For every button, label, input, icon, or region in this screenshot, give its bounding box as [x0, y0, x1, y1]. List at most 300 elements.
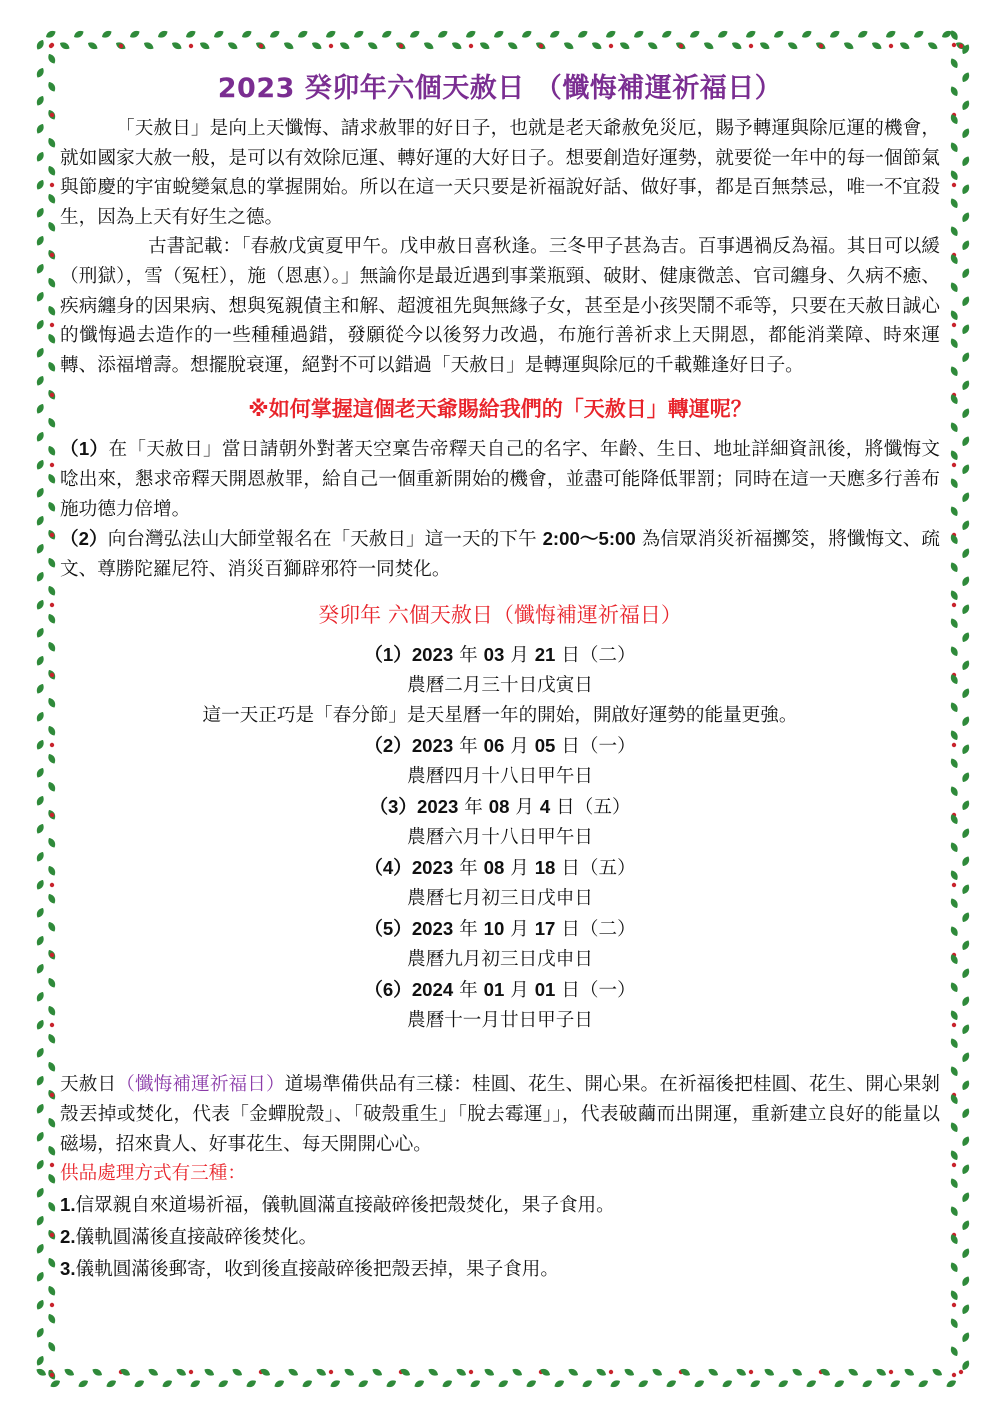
- holly-leaf: [35, 571, 46, 584]
- holly-leaf: [231, 1367, 244, 1378]
- holly-leaf: [801, 29, 814, 40]
- holly-leaf: [46, 725, 57, 738]
- holly-leaf: [949, 141, 960, 154]
- holly-leaf: [805, 1378, 818, 1389]
- holly-leaf: [577, 29, 590, 40]
- holly-leaf: [483, 1367, 496, 1378]
- holly-leaf: [960, 827, 971, 840]
- holly-leaf: [35, 683, 46, 696]
- schedule-lunar: 農曆六月十八日甲午日: [407, 827, 593, 849]
- holly-berry: [50, 1373, 54, 1377]
- holly-leaf: [35, 1243, 46, 1256]
- holly-leaf: [35, 95, 46, 108]
- holly-leaf: [35, 431, 46, 444]
- holly-leaf: [283, 40, 296, 51]
- how-item-2-text-a: 向台灣弘法山大師堂報名在「天赦日」這一天的下午: [107, 529, 543, 551]
- holly-berry: [959, 44, 963, 48]
- holly-leaf: [960, 603, 971, 616]
- holly-berry: [50, 883, 54, 887]
- holly-berry: [50, 393, 54, 397]
- holly-leaf: [567, 1367, 580, 1378]
- schedule-heading: 癸卯年 六個天赦日（懺悔補運祈福日）: [318, 603, 682, 628]
- schedule-date: （1）2023 年 03 月 21 日（二）: [364, 644, 636, 667]
- holly-leaf: [960, 1247, 971, 1260]
- holly-leaf: [949, 197, 960, 210]
- schedule-lunar: 農曆二月三十日戊寅日: [407, 675, 593, 697]
- schedule-entry: [60, 731, 940, 792]
- holly-berry: [469, 44, 473, 48]
- holly-leaf: [46, 305, 57, 318]
- offerings-paragraph: [60, 1070, 940, 1159]
- holly-leaf: [960, 547, 971, 560]
- holly-leaf: [949, 1149, 960, 1162]
- holly-leaf: [693, 1378, 706, 1389]
- holly-leaf: [960, 379, 971, 392]
- holly-leaf: [35, 291, 46, 304]
- holly-leaf: [511, 1367, 524, 1378]
- holly-leaf: [927, 40, 940, 51]
- holly-leaf: [949, 449, 960, 462]
- holly-leaf: [889, 1378, 902, 1389]
- holly-berry: [679, 44, 683, 48]
- schedule-date: （2）2023 年 06 月 05 日（一）: [364, 735, 636, 758]
- holly-leaf: [960, 99, 971, 112]
- holly-leaf: [46, 473, 57, 486]
- holly-leaf: [949, 617, 960, 630]
- holly-berry: [50, 1233, 54, 1237]
- holly-berry: [952, 743, 956, 747]
- holly-leaf: [949, 309, 960, 322]
- holly-leaf: [189, 1378, 202, 1389]
- holly-leaf: [427, 1367, 440, 1378]
- holly-leaf: [46, 557, 57, 570]
- holly-leaf: [949, 645, 960, 658]
- holly-leaf: [960, 967, 971, 980]
- holly-leaf: [35, 263, 46, 276]
- holly-leaf: [35, 627, 46, 640]
- holly-berry: [50, 1303, 54, 1307]
- holly-leaf: [87, 40, 100, 51]
- holly-leaf: [161, 1378, 174, 1389]
- holly-leaf: [960, 1331, 971, 1344]
- holly-berry: [189, 1370, 193, 1374]
- holly-leaf: [46, 921, 57, 934]
- holly-leaf: [949, 85, 960, 98]
- holly-leaf: [619, 40, 632, 51]
- holly-leaf: [637, 1378, 650, 1389]
- holly-berry: [609, 1370, 613, 1374]
- holly-leaf: [549, 29, 562, 40]
- holly-leaf: [269, 29, 282, 40]
- holly-leaf: [773, 29, 786, 40]
- holly-leaf: [949, 1289, 960, 1302]
- holly-leaf: [787, 40, 800, 51]
- holly-berry: [50, 953, 54, 957]
- holly-leaf: [913, 29, 926, 40]
- holly-leaf: [91, 1367, 104, 1378]
- holly-leaf: [451, 40, 464, 51]
- holly-leaf: [105, 1378, 118, 1389]
- how-item-2-text-b: 為信眾消災祈福擲筊，將懺悔文、疏文、尊勝陀羅尼符、消災百獅辟邪符一同焚化。: [60, 529, 940, 580]
- holly-berry: [469, 1370, 473, 1374]
- holly-leaf: [46, 977, 57, 990]
- holly-leaf: [651, 1367, 664, 1378]
- holly-leaf: [960, 799, 971, 812]
- holly-berry: [952, 1023, 956, 1027]
- schedule-date: （5）2023 年 10 月 17 日（二）: [364, 918, 636, 941]
- holly-leaf: [949, 1177, 960, 1190]
- holly-leaf: [35, 963, 46, 976]
- holly-leaf: [46, 1341, 57, 1354]
- holly-leaf: [960, 743, 971, 756]
- holly-berry: [50, 1093, 54, 1097]
- schedule-lunar: 農曆四月十八日甲午日: [407, 766, 593, 788]
- holly-leaf: [917, 1378, 930, 1389]
- holly-leaf: [46, 697, 57, 710]
- how-item-1: [60, 434, 940, 524]
- holly-leaf: [960, 1359, 971, 1372]
- holly-leaf: [960, 1023, 971, 1036]
- holly-leaf: [960, 575, 971, 588]
- holly-leaf: [949, 57, 960, 70]
- holly-leaf: [595, 1367, 608, 1378]
- holly-leaf: [703, 40, 716, 51]
- holly-leaf: [949, 981, 960, 994]
- holly-leaf: [46, 165, 57, 178]
- holly-leaf: [497, 1378, 510, 1389]
- holly-berry: [952, 883, 956, 887]
- holly-leaf: [591, 40, 604, 51]
- holly-berry: [50, 813, 54, 817]
- holly-leaf: [423, 40, 436, 51]
- holly-leaf: [735, 1367, 748, 1378]
- page-title: 2023 癸卯年六個天赦日 （懺悔補運祈福日）: [217, 73, 783, 104]
- offerings-highlight: （懺悔補運祈福日）: [116, 1074, 285, 1096]
- holly-leaf: [35, 347, 46, 360]
- holly-leaf: [35, 151, 46, 164]
- offerings-lead: 天赦日: [60, 1074, 117, 1096]
- holly-leaf: [35, 1159, 46, 1172]
- holly-leaf: [949, 421, 960, 434]
- holly-leaf: [469, 1378, 482, 1389]
- holly-leaf: [35, 543, 46, 556]
- holly-leaf: [949, 505, 960, 518]
- holly-leaf: [413, 1378, 426, 1389]
- holly-leaf: [885, 29, 898, 40]
- holly-leaf: [647, 40, 660, 51]
- holly-leaf: [35, 1367, 48, 1378]
- holly-leaf: [949, 29, 960, 42]
- holly-leaf: [960, 1135, 971, 1148]
- holly-leaf: [525, 1378, 538, 1389]
- holly-leaf: [763, 1367, 776, 1378]
- holly-berry: [819, 44, 823, 48]
- holly-leaf: [960, 155, 971, 168]
- holly-leaf: [46, 585, 57, 598]
- holly-leaf: [949, 225, 960, 238]
- holly-leaf: [847, 1367, 860, 1378]
- holly-leaf: [35, 1131, 46, 1144]
- holly-berry: [952, 43, 956, 47]
- holly-leaf: [35, 1047, 46, 1060]
- holly-leaf: [35, 907, 46, 920]
- holly-berry: [539, 44, 543, 48]
- holly-leaf: [325, 29, 338, 40]
- holly-leaf: [245, 1378, 258, 1389]
- schedule-note: 這一天正巧是「春分節」是天星曆一年的開始，開啟好運勢的能量更強。: [202, 705, 798, 727]
- holly-leaf: [35, 235, 46, 248]
- holly-leaf: [875, 1367, 888, 1378]
- holly-leaf: [367, 40, 380, 51]
- holly-leaf: [960, 183, 971, 196]
- holly-leaf: [605, 29, 618, 40]
- holly-leaf: [960, 687, 971, 700]
- holly-leaf: [437, 29, 450, 40]
- holly-leaf: [287, 1367, 300, 1378]
- holly-leaf: [46, 1173, 57, 1186]
- holly-leaf: [73, 29, 86, 40]
- holly-leaf: [35, 935, 46, 948]
- holly-berry: [50, 463, 54, 467]
- holly-leaf: [35, 375, 46, 388]
- holly-berry: [329, 44, 333, 48]
- holly-leaf: [553, 1378, 566, 1389]
- holly-leaf: [960, 463, 971, 476]
- holly-leaf: [960, 659, 971, 672]
- holly-leaf: [960, 1219, 971, 1232]
- holly-leaf: [623, 1367, 636, 1378]
- holly-leaf: [35, 179, 46, 192]
- holly-leaf: [949, 1345, 960, 1358]
- holly-leaf: [45, 29, 58, 40]
- holly-leaf: [147, 1367, 160, 1378]
- holly-leaf: [315, 1367, 328, 1378]
- document-page: [60, 72, 940, 1285]
- holly-leaf: [960, 1107, 971, 1120]
- holly-leaf: [35, 879, 46, 892]
- holly-leaf: [949, 1121, 960, 1134]
- holly-berry: [399, 44, 403, 48]
- holly-leaf: [35, 991, 46, 1004]
- holly-leaf: [46, 137, 57, 150]
- holly-leaf: [903, 1367, 916, 1378]
- holly-leaf: [35, 711, 46, 724]
- holly-leaf: [35, 67, 46, 80]
- holly-berry: [952, 1163, 956, 1167]
- holly-berry: [952, 463, 956, 467]
- holly-berry: [749, 1370, 753, 1374]
- holly-leaf: [35, 851, 46, 864]
- holly-leaf: [833, 1378, 846, 1389]
- holly-leaf: [745, 29, 758, 40]
- holly-leaf: [960, 519, 971, 532]
- holly-berry: [952, 603, 956, 607]
- holly-leaf: [949, 757, 960, 770]
- holly-leaf: [35, 403, 46, 416]
- holly-leaf: [960, 911, 971, 924]
- holly-leaf: [35, 1299, 46, 1312]
- schedule-entry: [60, 853, 940, 914]
- holly-leaf: [46, 641, 57, 654]
- holly-leaf: [949, 365, 960, 378]
- holly-leaf: [35, 1327, 46, 1340]
- how-item-2-number: （2）: [60, 528, 108, 550]
- schedule-date: （6）2024 年 01 月 01 日（一）: [364, 979, 636, 1002]
- holly-leaf: [46, 53, 57, 66]
- holly-leaf: [385, 1378, 398, 1389]
- holly-leaf: [371, 1367, 384, 1378]
- holly-leaf: [46, 1313, 57, 1326]
- schedule-entry: [60, 640, 940, 731]
- holly-leaf: [949, 1065, 960, 1078]
- holly-leaf: [581, 1378, 594, 1389]
- holly-leaf: [35, 655, 46, 668]
- holly-leaf: [63, 1367, 76, 1378]
- holly-leaf: [717, 29, 730, 40]
- holly-leaf: [227, 40, 240, 51]
- holly-leaf: [171, 40, 184, 51]
- holly-leaf: [46, 361, 57, 374]
- holly-leaf: [329, 1378, 342, 1389]
- holly-leaf: [960, 127, 971, 140]
- holly-leaf: [46, 1005, 57, 1018]
- holly-leaf: [35, 1019, 46, 1032]
- holly-leaf: [35, 739, 46, 752]
- schedule-entry: [60, 914, 940, 975]
- holly-leaf: [46, 445, 57, 458]
- how-item-2-time: 2:00～5:00: [542, 528, 636, 550]
- holly-leaf: [960, 939, 971, 952]
- treatment-item: 3.儀軌圓滿後郵寄，收到後直接敲碎後把殼丟掉，果子食用。: [60, 1258, 559, 1281]
- holly-leaf: [960, 323, 971, 336]
- holly-leaf: [46, 613, 57, 626]
- holly-leaf: [949, 869, 960, 882]
- holly-leaf: [297, 29, 310, 40]
- holly-leaf: [301, 1378, 314, 1389]
- holly-leaf: [949, 1317, 960, 1330]
- holly-leaf: [35, 487, 46, 500]
- holly-leaf: [633, 29, 646, 40]
- holly-leaf: [949, 337, 960, 350]
- how-item-1-number: （1）: [60, 438, 109, 460]
- holly-leaf: [960, 407, 971, 420]
- holly-leaf: [35, 1075, 46, 1088]
- holly-leaf: [960, 1191, 971, 1204]
- holly-leaf: [59, 40, 72, 51]
- holly-leaf: [35, 515, 46, 528]
- holly-leaf: [960, 239, 971, 252]
- holly-leaf: [949, 925, 960, 938]
- holly-leaf: [563, 40, 576, 51]
- holly-leaf: [749, 1378, 762, 1389]
- holly-leaf: [945, 1378, 958, 1389]
- holly-leaf: [46, 781, 57, 794]
- holly-leaf: [46, 1033, 57, 1046]
- holly-leaf: [175, 1367, 188, 1378]
- holly-berry: [889, 44, 893, 48]
- holly-leaf: [960, 1051, 971, 1064]
- holly-leaf: [960, 631, 971, 644]
- holly-leaf: [35, 319, 46, 332]
- holly-leaf: [861, 1378, 874, 1389]
- holly-leaf: [731, 40, 744, 51]
- holly-leaf: [960, 1303, 971, 1316]
- schedule-entry: [60, 975, 940, 1036]
- schedule-lunar: 農曆七月初三日戊申日: [407, 888, 593, 910]
- holly-leaf: [217, 1378, 230, 1389]
- holly-leaf: [960, 715, 971, 728]
- holly-leaf: [949, 1205, 960, 1218]
- holly-berry: [609, 44, 613, 48]
- holly-leaf: [35, 1355, 46, 1368]
- holly-leaf: [203, 1367, 216, 1378]
- holly-leaf: [46, 1201, 57, 1214]
- holly-leaf: [46, 865, 57, 878]
- holly-leaf: [343, 1367, 356, 1378]
- holly-leaf: [960, 855, 971, 868]
- holly-leaf: [35, 459, 46, 472]
- intro-paragraph-1: 「天赦日」是向上天懺悔、請求赦罪的好日子，也就是老天爺赦免災厄，賜予轉運與除厄運的機會，就如國家大赦一般，是可以有效除厄運、轉好運的大好日子。想要創造好運勢，就要從一年中的每一個節氣與節慶的宇宙蛻變氣息的掌握開始。所以在這一天只要是祈福說好話、做好事，都是百無禁忌，唯一不宜殺生，因為上天有好生之德。: [60, 118, 940, 228]
- holly-leaf: [241, 29, 254, 40]
- holly-berry: [50, 533, 54, 537]
- holly-leaf: [960, 883, 971, 896]
- holly-leaf: [960, 435, 971, 448]
- holly-berry: [749, 44, 753, 48]
- holly-leaf: [949, 477, 960, 490]
- holly-berry: [952, 183, 956, 187]
- holly-berry: [329, 1370, 333, 1374]
- holly-leaf: [829, 29, 842, 40]
- holly-leaf: [949, 1261, 960, 1274]
- holly-berry: [50, 183, 54, 187]
- holly-leaf: [960, 295, 971, 308]
- holly-leaf: [409, 29, 422, 40]
- holly-berry: [952, 1373, 956, 1377]
- holly-berry: [50, 743, 54, 747]
- holly-leaf: [46, 193, 57, 206]
- holly-leaf: [949, 589, 960, 602]
- holly-leaf: [199, 40, 212, 51]
- treatment-item: 1.信眾親自來道場祈福，儀軌圓滿直接敲碎後把殼焚化，果子食用。: [60, 1194, 615, 1217]
- holly-leaf: [213, 29, 226, 40]
- holly-leaf: [960, 1275, 971, 1288]
- how-item-1-text: 在「天赦日」當日請朝外對著天空稟告帝釋天自己的名字、年齡、生日、地址詳細資訊後，將懺悔文唸出來，懇求帝釋天開恩赦罪，給自己一個重新開始的機會，並盡可能降低罪罰；同時在這一天應多行善布施功德力倍增。: [60, 439, 940, 520]
- holly-leaf: [46, 1117, 57, 1130]
- holly-leaf: [707, 1367, 720, 1378]
- holly-berry: [189, 44, 193, 48]
- holly-leaf: [609, 1378, 622, 1389]
- holly-leaf: [689, 29, 702, 40]
- holly-leaf: [35, 1187, 46, 1200]
- holly-leaf: [493, 29, 506, 40]
- holly-leaf: [46, 277, 57, 290]
- holly-leaf: [46, 81, 57, 94]
- holly-berry: [50, 43, 54, 47]
- holly-leaf: [960, 995, 971, 1008]
- holly-leaf: [721, 1378, 734, 1389]
- holly-leaf: [381, 29, 394, 40]
- holly-leaf: [843, 40, 856, 51]
- holly-leaf: [949, 1037, 960, 1050]
- treatment-item: 2.儀軌圓滿後直接敲碎後焚化。: [60, 1226, 318, 1249]
- holly-berry: [50, 1163, 54, 1167]
- holly-leaf: [35, 39, 46, 52]
- holly-leaf: [507, 40, 520, 51]
- intro-paragraph-2: 古書記載：「春赦戊寅夏甲午。戊申赦日喜秋逢。三冬甲子甚為吉。百事遇禍反為福。其日可以緩（刑獄），雪（冤枉），施（恩惠）。」無論你是最近遇到事業瓶頸、破財、健康微恙、官司纏身、久病不癒、疾病纏身的因果病、想與冤親債主和解、超渡祖先與無緣子女，甚至是小孩哭鬧不乖等，只要在天赦日誠心的懺悔過去造作的一些種種過錯，發願從今以後努力改過，布施行善祈求上天開恩，都能消業障、時來運轉、添福增壽。想擺脫衰運，絕對不可以錯過「天赦日」是轉運與除厄的千載難逢好日子。: [60, 236, 940, 376]
- holly-leaf: [791, 1367, 804, 1378]
- holly-leaf: [35, 795, 46, 808]
- holly-leaf: [455, 1367, 468, 1378]
